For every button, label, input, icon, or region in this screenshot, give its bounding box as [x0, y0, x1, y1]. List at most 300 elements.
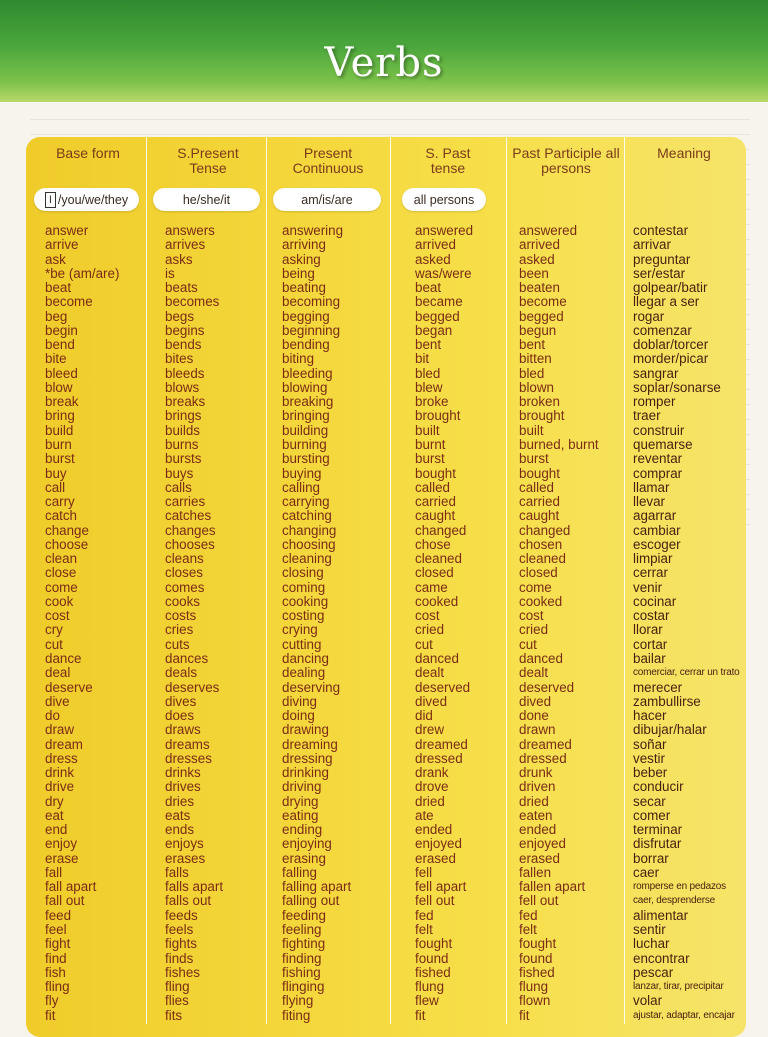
verb-cell: vestir — [633, 750, 665, 766]
verb-cell: become — [45, 294, 93, 310]
verb-cell: bent — [519, 337, 546, 353]
title-banner — [0, 0, 768, 102]
verb-cell: changes — [165, 522, 216, 538]
verb-cell: deserve — [45, 679, 93, 695]
verb-cell: driven — [519, 779, 556, 795]
verb-cell: feeding — [282, 907, 326, 923]
verb-cell: flung — [519, 979, 549, 995]
verb-cell: catches — [165, 508, 212, 524]
verb-cell: ends — [165, 822, 195, 838]
verb-cell: become — [519, 294, 567, 310]
verb-cell: traer — [633, 408, 661, 424]
verb-cell: call — [45, 479, 66, 495]
verb-cell: carrying — [282, 494, 330, 510]
verb-cell: erased — [415, 850, 456, 866]
column-meaning — [633, 224, 740, 1023]
verb-cell: cut — [415, 636, 433, 652]
verb-cell: cry — [45, 622, 63, 638]
verb-cell: alimentar — [633, 907, 689, 923]
column-divider — [390, 137, 391, 1024]
verb-cell: beat — [415, 280, 442, 296]
verb-cell: bled — [519, 365, 545, 381]
page-title: Verbs — [324, 40, 444, 86]
verb-cell: fell out — [519, 893, 559, 909]
verb-cell: costs — [165, 608, 197, 624]
verb-cell: llamar — [633, 479, 670, 495]
verb-cell: caer, desprenderse — [633, 895, 716, 907]
verb-cell: fell apart — [415, 879, 467, 895]
verb-cell: llegar a ser — [633, 294, 700, 310]
verb-cell: asks — [165, 251, 193, 267]
verb-cell: fought — [415, 936, 453, 952]
verb-cell: bursts — [165, 451, 202, 467]
verb-cell: came — [415, 579, 448, 595]
verb-cell: doing — [282, 708, 315, 724]
verb-cell: ser/estar — [633, 265, 686, 281]
verb-cell: do — [45, 708, 60, 724]
verb-cell: fiting — [282, 1007, 311, 1023]
verb-cell: drawing — [282, 722, 329, 738]
verb-cell: burst — [415, 451, 445, 467]
verb-cell: diving — [282, 693, 317, 709]
verb-cell: beat — [45, 280, 72, 296]
verb-cell: fed — [519, 907, 538, 923]
verb-cell: terminar — [633, 822, 683, 838]
verb-cell: carries — [165, 494, 206, 510]
verb-cell: carried — [519, 494, 560, 510]
verb-cell: answered — [519, 223, 578, 238]
verb-cell: agarrar — [633, 508, 677, 524]
verb-cell: flying — [282, 993, 314, 1009]
verb-cell: burning — [282, 436, 327, 452]
verb-cell: enjoys — [165, 836, 204, 852]
verb-cell: began — [415, 322, 453, 338]
verb-cell: fallen apart — [519, 879, 586, 895]
verb-cell: pescar — [633, 964, 674, 980]
verb-cell: carry — [45, 494, 75, 510]
verb-cell: dreamed — [415, 736, 468, 752]
verb-cell: calls — [165, 479, 192, 495]
verb-cell: begin — [45, 322, 78, 338]
verb-cell: burst — [519, 451, 549, 467]
verb-cell: clean — [45, 551, 78, 567]
verb-cell: cooked — [519, 593, 563, 609]
verb-cell: catching — [282, 508, 332, 524]
verb-cell: bite — [45, 351, 67, 367]
verb-cell: carried — [415, 494, 456, 510]
verb-cell: fishes — [165, 964, 200, 980]
verb-cell: enjoyed — [519, 836, 566, 852]
verb-cell: eating — [282, 807, 319, 823]
verb-cell: merecer — [633, 679, 683, 695]
verb-cell: cook — [45, 593, 74, 609]
verb-cell: cortar — [633, 636, 668, 652]
verb-cell: feels — [165, 922, 194, 938]
verb-cell: ending — [282, 822, 323, 838]
verb-cell: change — [45, 522, 89, 538]
verb-cell: ajustar, adaptar, encajar — [633, 1009, 735, 1021]
verb-cell: is — [165, 265, 175, 281]
verb-cell: built — [519, 422, 544, 438]
verb-cell: blown — [519, 379, 554, 395]
verb-cell: sangrar — [633, 365, 679, 381]
pill-be-forms: am/is/are — [273, 188, 381, 211]
verb-cell: doblar/torcer — [633, 337, 709, 353]
column-base-form — [45, 224, 119, 1023]
verb-cell: cried — [519, 622, 549, 638]
header-simple-past: S. Past tense — [425, 145, 471, 176]
verb-cell: dreaming — [282, 736, 338, 752]
verb-cell: calling — [282, 479, 320, 495]
verb-cell: fish — [45, 964, 66, 980]
verb-cell: called — [519, 479, 554, 495]
header-past-participle: Past Participle all persons — [512, 145, 620, 176]
verb-cell: fished — [519, 964, 555, 980]
verb-cell: drives — [165, 779, 201, 795]
verb-cell: close — [45, 565, 77, 581]
verb-cell: break — [45, 394, 79, 410]
verb-cell: brought — [519, 408, 565, 424]
verb-cell: llevar — [633, 494, 665, 510]
verb-cell: deserving — [282, 679, 341, 695]
verb-cell: fly — [45, 993, 59, 1009]
verb-cell: dress — [45, 750, 78, 766]
verb-cell: morder/picar — [633, 351, 709, 367]
verb-cell: cost — [415, 608, 440, 624]
verb-cell: becomes — [165, 294, 220, 310]
verb-cell: did — [415, 708, 433, 724]
verb-cell: danced — [415, 650, 459, 666]
verb-cell: dived — [519, 693, 552, 709]
verb-cell: volar — [633, 993, 663, 1009]
verb-cell: erase — [45, 850, 79, 866]
verb-cell: dry — [45, 793, 64, 809]
verb-cell: soñar — [633, 736, 667, 752]
verb-cell: come — [519, 579, 552, 595]
verb-cell: cooking — [282, 593, 329, 609]
verb-cell: erased — [519, 850, 560, 866]
verb-cell: fight — [45, 936, 71, 952]
verb-cell: beats — [165, 280, 198, 296]
verb-cell: cleaned — [415, 551, 462, 567]
verb-cell: quemarse — [633, 436, 693, 452]
verb-cell: bleeding — [282, 365, 333, 381]
verb-cell: finds — [165, 950, 194, 966]
verb-cell: dealt — [415, 665, 445, 681]
verb-cell: falling apart — [282, 879, 352, 895]
verb-cell: cleans — [165, 551, 204, 567]
column-divider — [146, 137, 147, 1024]
verb-cell: begged — [415, 308, 460, 324]
verb-cell: does — [165, 708, 195, 724]
verb-cell: enjoying — [282, 836, 332, 852]
verb-cell: cleaning — [282, 551, 332, 567]
verb-cell: dreamed — [519, 736, 572, 752]
verb-cell: romper — [633, 394, 676, 410]
verb-cell: begged — [519, 308, 564, 324]
verb-cell: chosen — [519, 536, 563, 552]
column-present-continuous — [282, 224, 351, 1023]
verb-cell: building — [282, 422, 329, 438]
verb-cell: cut — [45, 636, 63, 652]
verb-cell: arrives — [165, 237, 206, 253]
verb-cell: dries — [165, 793, 195, 809]
verb-cell: blow — [45, 379, 73, 395]
verb-cell: became — [415, 294, 463, 310]
verb-cell: bought — [519, 465, 560, 481]
verb-cell: draw — [45, 722, 75, 738]
verb-cell: fits — [165, 1007, 183, 1023]
verb-cell: venir — [633, 579, 663, 595]
verb-cell: reventar — [633, 451, 683, 467]
verb-cell: arriving — [282, 237, 326, 253]
verb-cell: drinks — [165, 765, 201, 781]
verb-cell: drawn — [519, 722, 556, 738]
verb-cell: dressed — [519, 750, 567, 766]
verb-cell: cleaned — [519, 551, 566, 567]
verb-cell: bent — [415, 337, 442, 353]
verb-cell: dressed — [415, 750, 463, 766]
verb-cell: coming — [282, 579, 326, 595]
verb-cell: contestar — [633, 223, 689, 238]
verb-cell: disfrutar — [633, 836, 682, 852]
verb-cell: built — [415, 422, 440, 438]
verb-cell: zambullirse — [633, 693, 701, 709]
verb-cell: feel — [45, 922, 67, 938]
verb-cell: danced — [519, 650, 563, 666]
verb-cell: drove — [415, 779, 449, 795]
verb-cell: answer — [45, 223, 89, 238]
verb-cell: finding — [282, 950, 322, 966]
verb-cell: beaten — [519, 280, 560, 296]
header-present-continuous: Present Continuous — [292, 145, 364, 176]
column-divider — [506, 137, 507, 1024]
verb-cell: flew — [415, 993, 439, 1009]
verb-cell: drinking — [282, 765, 329, 781]
verb-cell: golpear/batir — [633, 280, 708, 296]
column-past-participle — [519, 224, 599, 1023]
verb-cell: deals — [165, 665, 198, 681]
verb-cell: arrive — [45, 237, 79, 253]
verb-cell: ended — [519, 822, 557, 838]
verb-cell: flies — [165, 993, 189, 1009]
pronoun-i-box: I — [45, 192, 56, 208]
verb-cell: deserves — [165, 679, 220, 695]
verb-cell: dealing — [282, 665, 326, 681]
verb-cell: drew — [415, 722, 445, 738]
verb-cell: comer — [633, 807, 671, 823]
verb-cell: bled — [415, 365, 441, 381]
verb-cell: bends — [165, 337, 202, 353]
verb-cell: fling — [165, 979, 190, 995]
column-simple-present — [165, 224, 223, 1023]
verb-cell: bring — [45, 408, 75, 424]
verb-cell: felt — [519, 922, 537, 938]
verb-cell: fit — [45, 1007, 56, 1023]
verb-cell: construir — [633, 422, 685, 438]
verb-cell: blows — [165, 379, 200, 395]
verb-cell: caught — [415, 508, 456, 524]
verb-cell: comprar — [633, 465, 683, 481]
pill-third-person: he/she/it — [153, 188, 260, 211]
verb-cell: bend — [45, 337, 75, 353]
verb-cell: bleeds — [165, 365, 205, 381]
verb-cell: secar — [633, 793, 666, 809]
verb-cell: breaks — [165, 394, 206, 410]
verb-cell: beginning — [282, 322, 341, 338]
verb-cell: falling — [282, 864, 317, 880]
verb-cell: dresses — [165, 750, 212, 766]
verb-cell: fallen — [519, 864, 552, 880]
verb-cell: begun — [519, 322, 557, 338]
verb-cell: caer — [633, 864, 660, 880]
verb-cell: buy — [45, 465, 67, 481]
verb-cell: cocinar — [633, 593, 677, 609]
verb-cell: drink — [45, 765, 75, 781]
verb-cell: comes — [165, 579, 205, 595]
verb-cell: fit — [519, 1007, 530, 1023]
verb-cell: llorar — [633, 622, 663, 638]
verb-cell: fall apart — [45, 879, 97, 895]
verb-cell: cries — [165, 622, 194, 638]
verb-cell: answers — [165, 223, 215, 238]
verb-cell: fall out — [45, 893, 85, 909]
verb-cell: felt — [415, 922, 433, 938]
verb-cell: feeling — [282, 922, 322, 938]
verb-cell: closed — [519, 565, 558, 581]
verb-cell: ended — [415, 822, 453, 838]
verb-cell: beg — [45, 308, 68, 324]
verb-cell: burn — [45, 436, 72, 452]
verb-cell: fished — [415, 964, 451, 980]
verb-cell: fighting — [282, 936, 326, 952]
verb-cell: builds — [165, 422, 200, 438]
verb-cell: begs — [165, 308, 195, 324]
verb-cell: fell out — [415, 893, 455, 909]
verb-cell: deal — [45, 665, 71, 681]
verb-cell: choose — [45, 536, 89, 552]
verb-cell: bleed — [45, 365, 78, 381]
verb-cell: been — [519, 265, 549, 281]
verb-cell: escoger — [633, 536, 681, 552]
verb-cell: lanzar, tirar, precipitar — [633, 981, 724, 993]
verb-cell: arrived — [519, 237, 560, 253]
verb-cell: chose — [415, 536, 451, 552]
verb-cell: closes — [165, 565, 203, 581]
verb-cell: caught — [519, 508, 560, 524]
verb-cell: drive — [45, 779, 75, 795]
verb-cell: *be (am/are) — [45, 265, 120, 281]
verb-cell: dibujar/halar — [633, 722, 707, 738]
verb-cell: driving — [282, 779, 322, 795]
verb-cell: answering — [282, 223, 344, 238]
verb-cell: beating — [282, 280, 326, 296]
verb-cell: dealt — [519, 665, 549, 681]
verb-cell: burnt — [415, 436, 446, 452]
verb-cell: fell — [415, 864, 433, 880]
verb-cell: burst — [45, 451, 75, 467]
verb-cell: arrived — [415, 237, 456, 253]
verb-cell: drying — [282, 793, 319, 809]
verb-cell: dance — [45, 650, 82, 666]
verb-cell: broke — [415, 394, 449, 410]
verb-cell: crying — [282, 622, 318, 638]
header-base-form: Base form — [56, 145, 120, 161]
verb-cell: closing — [282, 565, 324, 581]
verb-cell: ate — [415, 807, 434, 823]
verb-cell: come — [45, 579, 78, 595]
header-meaning: Meaning — [657, 145, 711, 161]
pill-subject-pronouns-label: /you/we/they — [57, 192, 129, 207]
verb-cell: burns — [165, 436, 199, 452]
verb-cell: bought — [415, 465, 456, 481]
verb-cell: cost — [519, 608, 544, 624]
verb-cell: blew — [415, 379, 443, 395]
verb-cell: beber — [633, 765, 668, 781]
verb-cell: fights — [165, 936, 198, 952]
verb-cell: deserved — [519, 679, 575, 695]
verb-cell: dives — [165, 693, 197, 709]
verb-cell: draws — [165, 722, 201, 738]
verb-cell: drunk — [519, 765, 553, 781]
verb-cell: cost — [45, 608, 70, 624]
verb-cell: build — [45, 422, 74, 438]
verb-cell: dream — [45, 736, 83, 752]
verb-cell: chooses — [165, 536, 215, 552]
column-divider — [624, 137, 625, 1024]
verb-cell: cerrar — [633, 565, 668, 581]
verb-cell: changing — [282, 522, 337, 538]
verb-cell: eaten — [519, 807, 553, 823]
verb-cell: biting — [282, 351, 315, 367]
verb-cell: fought — [519, 936, 557, 952]
verb-cell: buys — [165, 465, 194, 481]
verb-cell: erasing — [282, 850, 326, 866]
verb-cell: deserved — [415, 679, 471, 695]
verb-cell: fall — [45, 864, 63, 880]
verb-cell: done — [519, 708, 549, 724]
verb-cell: becoming — [282, 294, 341, 310]
verb-cell: catch — [45, 508, 78, 524]
verb-cell: costar — [633, 608, 670, 624]
verb-cell: was/were — [415, 265, 472, 281]
verb-cell: eats — [165, 807, 191, 823]
verb-cell: ask — [45, 251, 66, 267]
verb-cell: eat — [45, 807, 64, 823]
verb-cell: bursting — [282, 451, 330, 467]
verb-cell: end — [45, 822, 68, 838]
verb-cell: conducir — [633, 779, 684, 795]
column-simple-past — [415, 224, 473, 1023]
verb-cell: asked — [415, 251, 451, 267]
verb-cell: answered — [415, 223, 474, 238]
verb-cell: cut — [519, 636, 537, 652]
verb-cell: fit — [415, 1007, 426, 1023]
verb-cell: falls apart — [165, 879, 224, 895]
verb-cell: broken — [519, 394, 560, 410]
verb-cell: limpiar — [633, 551, 673, 567]
verb-cell: costing — [282, 608, 325, 624]
verb-cell: cambiar — [633, 522, 681, 538]
verb-cell: brings — [165, 408, 202, 424]
verb-cell: being — [282, 265, 315, 281]
verb-cell: dancing — [282, 650, 329, 666]
verb-cell: changed — [519, 522, 571, 538]
verb-cell: borrar — [633, 850, 669, 866]
verb-cell: cuts — [165, 636, 190, 652]
verb-cell: feed — [45, 907, 72, 923]
verb-cell: dreams — [165, 736, 210, 752]
